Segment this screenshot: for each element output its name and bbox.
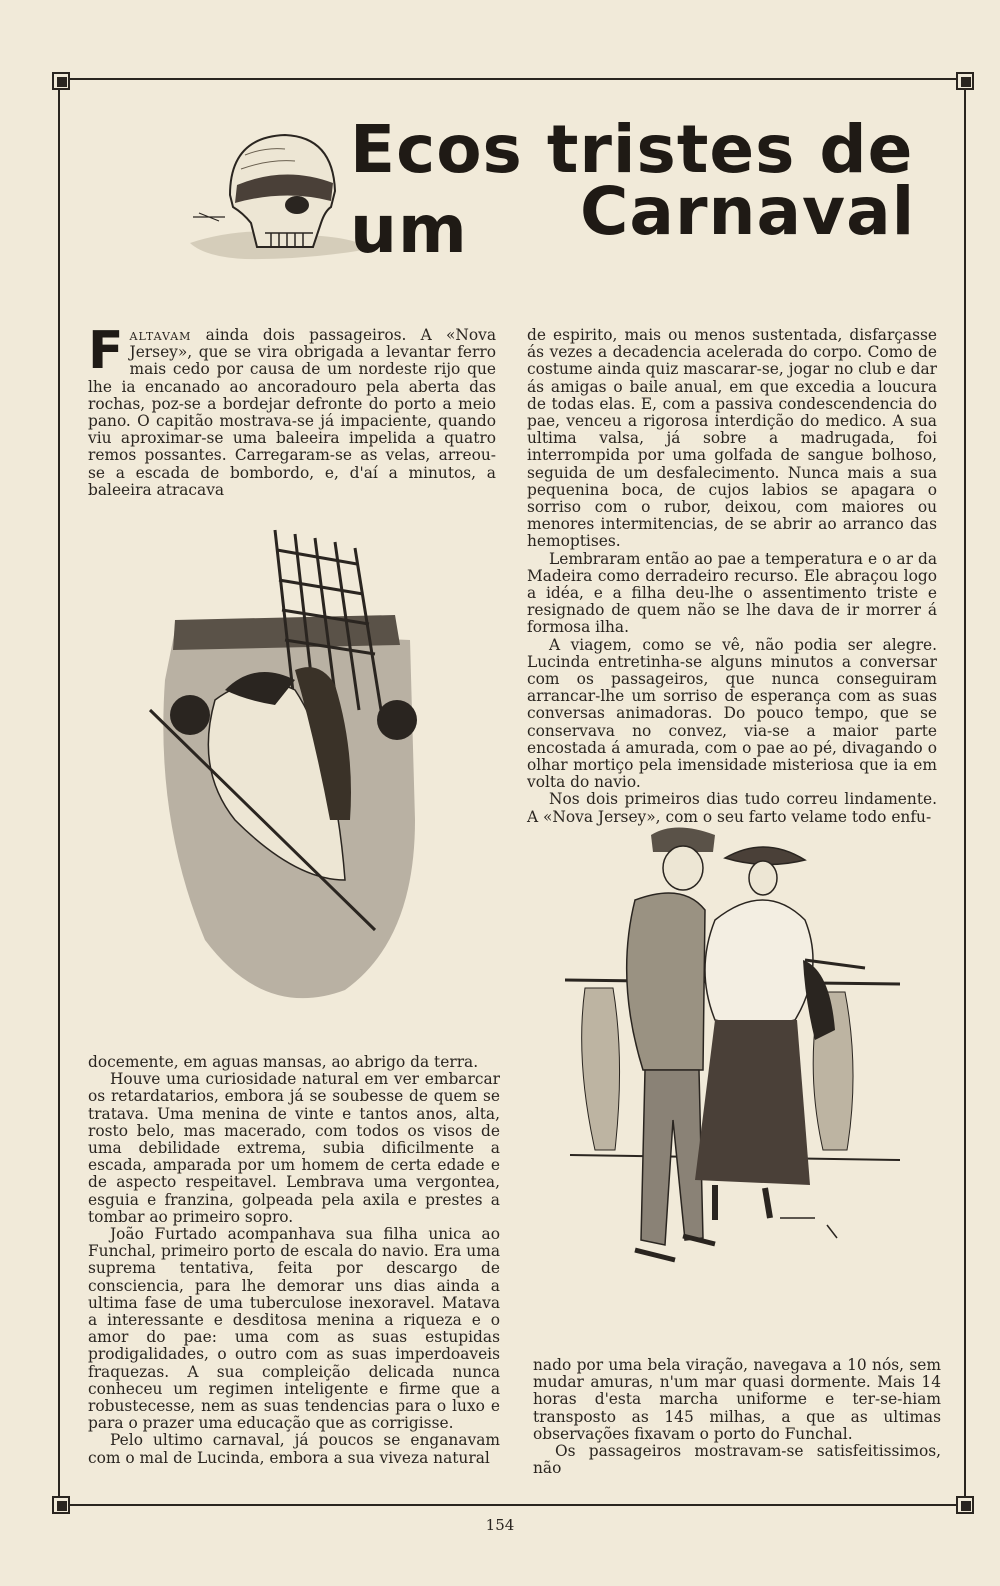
couple-at-railing-illustration [565, 820, 905, 1320]
article-paragraph: João Furtado acompanhava sua filha unica ao Funchal, primeiro porto de escala do navio. Era uma suprema tentativa, feita por descargo de consciencia, para lhe demorar uns dias ainda a ultima fase de uma tuberculose inexoravel. Matava a interessante e desditosa menina a riqueza e o amor do pae: uma com as suas estupidas prodigalidades, o outro com as suas imperdoaveis fraquezas. A sua compleição delicada nunca conheceu um regimen inteligente e firme que a robustecesse, nem as suas tendencias para o luxo e para o prazer uma educação que as corrigisse. [88, 1225, 500, 1433]
corner-ornament [956, 1496, 974, 1514]
article-paragraph: Houve uma curiosidade natural em ver embarcar os retardatarios, embora já se soubesse de quem se tratava. Uma menina de vinte e tantos anos, alta, rosto belo, mas macerado, com todos os visos de uma debilidade extrema, subia dificilmente a escada, amparada por um homem de certa edade e de aspecto respeitavel. Lembrava uma vergontea, esguia e franzina, golpeada pela axila e prestes a tombar ao primeiro sopro. [88, 1070, 500, 1226]
page-number: 154 [485, 1516, 515, 1534]
article-paragraph: Lembraram então ao pae a temperatura e o ar da Madeira como derradeiro recurso. Ele abraçou logo a idéa, e a filha deu-lhe o assentimento triste e resignado de quem não se lhe dava de ir morrer á formosa ilha. [527, 549, 937, 637]
corner-ornament [52, 1496, 70, 1514]
article-paragraph: A viagem, como se vê, não podia ser alegre. Lucinda entretinha-se alguns minutos a conversar com os passageiros, que nunca conseguiram arrancar-lhe um sorriso de esperança com as suas conversas animadoras. Do pouco tempo, que se conservava no convez, via-se a maior parte encostada á amurada, com o pae ao pé, divagando o olhar mortiço pela imensidade misteriosa que ia em volta do navio. [527, 635, 937, 792]
article-paragraph: nado por uma bela viração, navegava a 10 nós, sem mudar amuras, n'um mar quasi dormente. Mais 14 horas d'esta marcha uniforme e ter-se-hiam transposto as 145 milhas, a que as ultimas observações fixavam o porto do Funchal. [533, 1356, 941, 1443]
article-paragraph: de espirito, mais ou menos sustentada, disfarçasse ás vezes a decadencia acelerada do corpo. Como de costume ainda quiz mascarar-se, jogar no club e dar ás amigas o baile anual, em que excedia a loucura de todas elas. E, com a passiva condescendencia do pae, venceu a rigorosa interdição do medico. A sua ultima valsa, já sobre a madrugada, foi interrompida por uma golfada de sangue bolhoso, seguida de um desfalecimento. Nunca mais a sua pequenina boca, de cujos labios se apagara o sorriso com o rubor, deixou, com maiores ou menores intermitencias, de se abrir ao arranco das hemoptises. [527, 326, 937, 551]
lead-smallcaps: altavam [129, 326, 192, 344]
article-paragraph: Pelo ultimo carnaval, já poucos se enganavam com o mal de Lucinda, embora a sua viveza natural [88, 1431, 500, 1467]
article-title-line-1: Ecos tristes de um [350, 111, 914, 268]
article-column-2 [527, 327, 937, 826]
article-column-4 [533, 1357, 941, 1477]
ship-deck-illustration [145, 520, 425, 1015]
drop-cap: F [88, 321, 124, 381]
corner-ornament [956, 72, 974, 90]
article-paragraph: Nos dois primeiros dias tudo correu lindamente. A «Nova Jersey», com o seu farto velame todo enfu- [527, 790, 937, 826]
article-title-line-2: Carnaval [580, 173, 916, 250]
skull-illustration [185, 125, 375, 265]
corner-ornament [52, 72, 70, 90]
article-paragraph: Os passageiros mostravam-se satisfeitissimos, não [533, 1442, 941, 1478]
article-paragraph: docemente, em aguas mansas, ao abrigo da terra. [88, 1053, 479, 1071]
article-column-1 [88, 321, 496, 499]
article-paragraph: Faltavam ainda dois passageiros. A «Nova Jersey», que se vira obrigada a levantar ferro mais cedo por causa de um nordeste rijo que lhe ia encanado ao ancoradouro pela aberta das rochas, poz-se a bordejar defronte do porto a meio pano. O capitão mostrava-se já impaciente, quando viu aproximar-se uma baleeira impelida a quatro remos possantes. Carregaram-se as velas, arreou-se a escada de bombordo, e, d'aí a minutos, a baleeira atracava [88, 321, 496, 499]
article-column-3 [88, 1054, 500, 1467]
